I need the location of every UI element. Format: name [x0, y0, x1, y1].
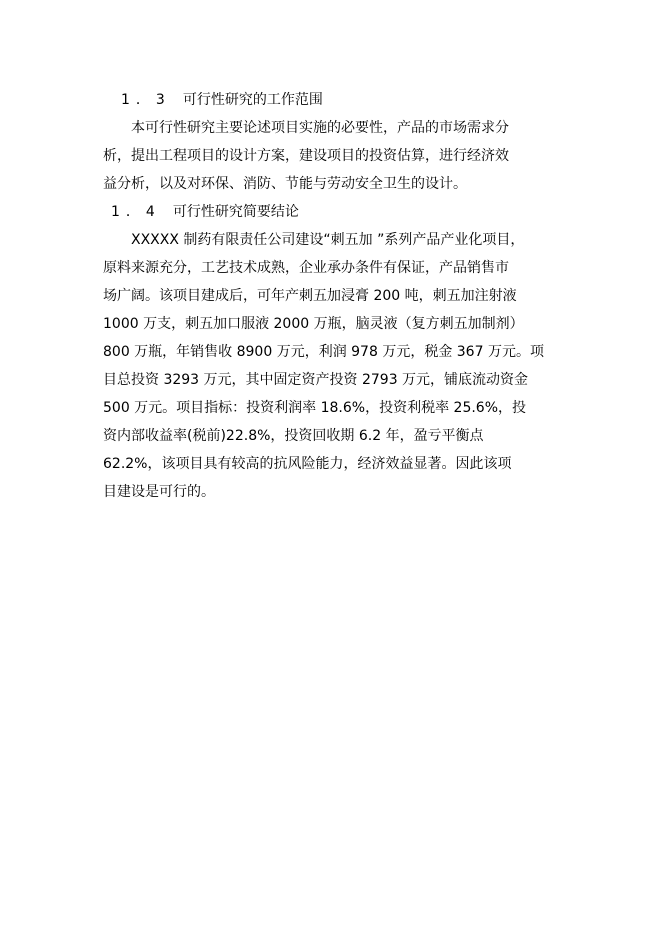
section-title: 可行性研究的工作范围 — [182, 92, 323, 108]
document-body — [103, 86, 561, 506]
paragraph-line: 1000 万支，刺五加口服液 2000 万瓶，脑灵液（复方刺五加制剂） — [103, 316, 524, 332]
paragraph-line: 本可行性研究主要论述项目实施的必要性，产品的市场需求分 — [131, 120, 509, 136]
paragraph-line: 目总投资 3293 万元，其中固定资产投资 2793 万元，铺底流动资金 — [103, 372, 529, 388]
paragraph-line: 益分析，以及对环保、消防、节能与劳动安全卫生的设计。 — [103, 176, 467, 192]
paragraph-line: 析，提出工程项目的设计方案，建设项目的投资估算，进行经济效 — [103, 148, 509, 164]
section-heading-1-3 — [103, 86, 561, 114]
paragraph-line: 500 万元。项目指标：投资利润率 18.6%，投资利税率 25.6%，投 — [103, 400, 527, 416]
paragraph-line: 资内部收益率(税前)22.8%，投资回收期 6.2 年，盈亏平衡点 — [103, 428, 484, 444]
paragraph-line: 62.2%，该项目具有较高的抗风险能力，经济效益显著。因此该项 — [103, 456, 512, 472]
paragraph-line: 场广阔。该项目建成后，可年产刺五加浸膏 200 吨，刺五加注射液 — [103, 288, 517, 304]
section-paragraph-1-4 — [103, 226, 561, 506]
section-title: 可行性研究简要结论 — [172, 204, 299, 220]
section-number: 1．3 — [121, 92, 171, 108]
paragraph-line: XXXXX 制药有限责任公司建设“刺五加 ”系列产品产业化项目， — [131, 232, 525, 248]
section-number: 1．4 — [111, 204, 161, 220]
paragraph-line: 800 万瓶，年销售收 8900 万元，利润 978 万元，税金 367 万元。项 — [103, 344, 544, 360]
paragraph-line: 目建设是可行的。 — [103, 484, 215, 500]
section-heading-1-4 — [103, 198, 561, 226]
section-paragraph-1-3 — [103, 114, 561, 198]
paragraph-line: 原料来源充分，工艺技术成熟，企业承办条件有保证，产品销售市 — [103, 260, 509, 276]
